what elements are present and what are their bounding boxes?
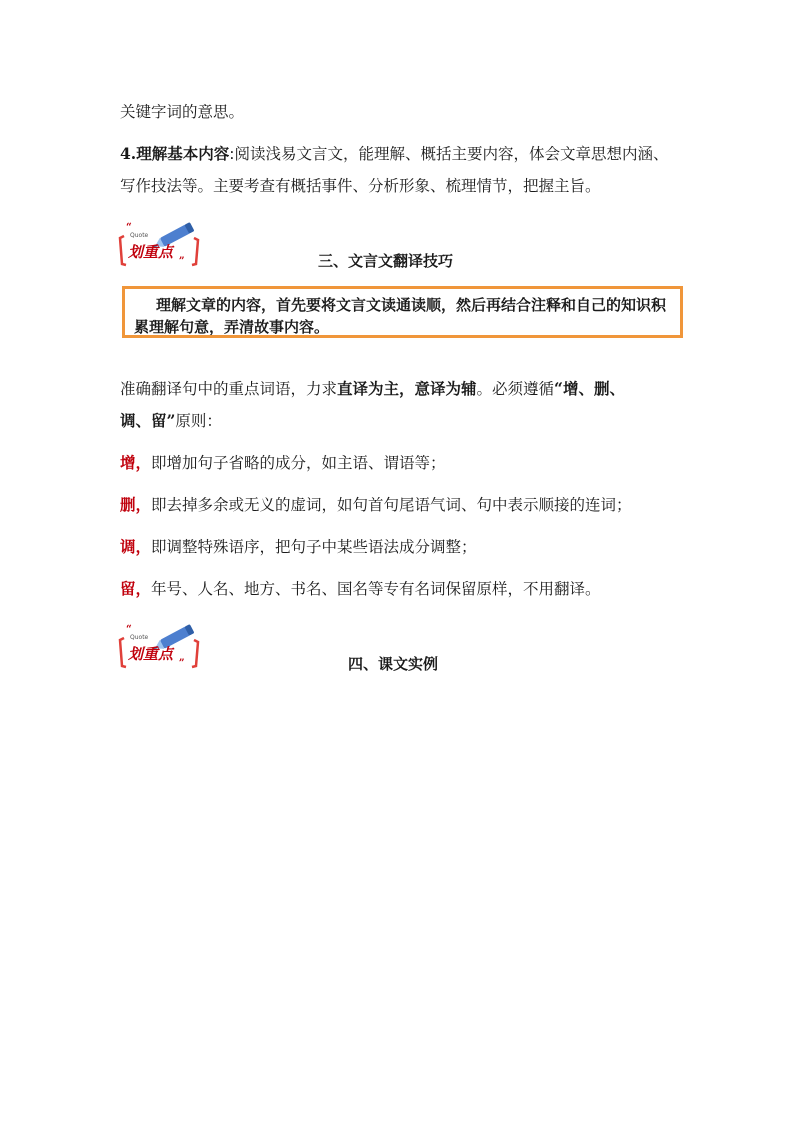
rule-text: 年号、人名、地方、书名、国名等专有名词保留原样，不用翻译。 — [151, 580, 601, 598]
text-span: 。必须遵循 — [476, 380, 555, 398]
item-number: 4. — [120, 144, 137, 163]
rule-key: 增， — [120, 453, 152, 472]
highlighter-pen-icon — [118, 220, 200, 270]
emphasis-text: “增、删、 — [554, 379, 625, 398]
rule-line — [120, 536, 477, 558]
text-span: 关键字词的意思。 — [120, 103, 245, 121]
rule-key: 调， — [120, 537, 152, 556]
callout-box — [122, 286, 683, 338]
rule-line — [120, 452, 446, 474]
rule-key: 留， — [120, 579, 152, 598]
rule-text: 即去掉多余或无义的虚词，如句首句尾语气词、句中表示顺接的连词； — [151, 496, 632, 514]
key-point-badge — [118, 622, 200, 672]
svg-text:“: “ — [126, 624, 132, 635]
rule-line — [120, 578, 601, 600]
rule-text: 即调整特殊语序，把句子中某些语法成分调整； — [151, 538, 477, 556]
text-span: 阅读浅易文言文，能理解、概括主要内容，体会文章思想内涵、 — [234, 145, 669, 163]
section-heading: 四、课文实例 — [348, 655, 439, 673]
rule-text: 即增加句子省略的成分，如主语、谓语等； — [151, 454, 446, 472]
svg-text:„: „ — [179, 250, 185, 261]
emphasis-text: 直译为主，意译为辅 — [337, 379, 477, 398]
text-line — [120, 101, 244, 123]
svg-text:划重点: 划重点 — [128, 243, 174, 261]
text-line — [120, 175, 601, 197]
text-span: : — [229, 145, 235, 163]
text-span: 准确翻译句中的重点词语，力求 — [120, 380, 338, 398]
key-point-badge — [118, 220, 200, 270]
svg-text:Quote: Quote — [130, 634, 149, 641]
text-line — [120, 378, 625, 400]
callout-content: 理解文章的内容，首先要将文言文读通读顺，然后再结合注释和自己的知识积累理解句意，弄清故事内容。 — [134, 296, 667, 336]
text-line — [120, 143, 668, 165]
item-title: 理解基本内容 — [136, 144, 230, 163]
rule-key: 删， — [120, 495, 152, 514]
section-heading: 三、文言文翻译技巧 — [318, 252, 454, 270]
text-line — [120, 410, 222, 432]
rule-line — [120, 494, 632, 516]
highlighter-pen-icon — [118, 622, 200, 672]
text-span: 原则： — [175, 412, 222, 430]
callout-text — [134, 294, 674, 338]
svg-text:Quote: Quote — [130, 232, 149, 239]
emphasis-text: 调、留” — [120, 411, 176, 430]
svg-text:划重点: 划重点 — [128, 645, 174, 663]
svg-text:„: „ — [179, 652, 185, 663]
text-span: 写作技法等。主要考查有概括事件、分析形象、梳理情节，把握主旨。 — [120, 177, 601, 195]
svg-text:“: “ — [126, 222, 132, 233]
